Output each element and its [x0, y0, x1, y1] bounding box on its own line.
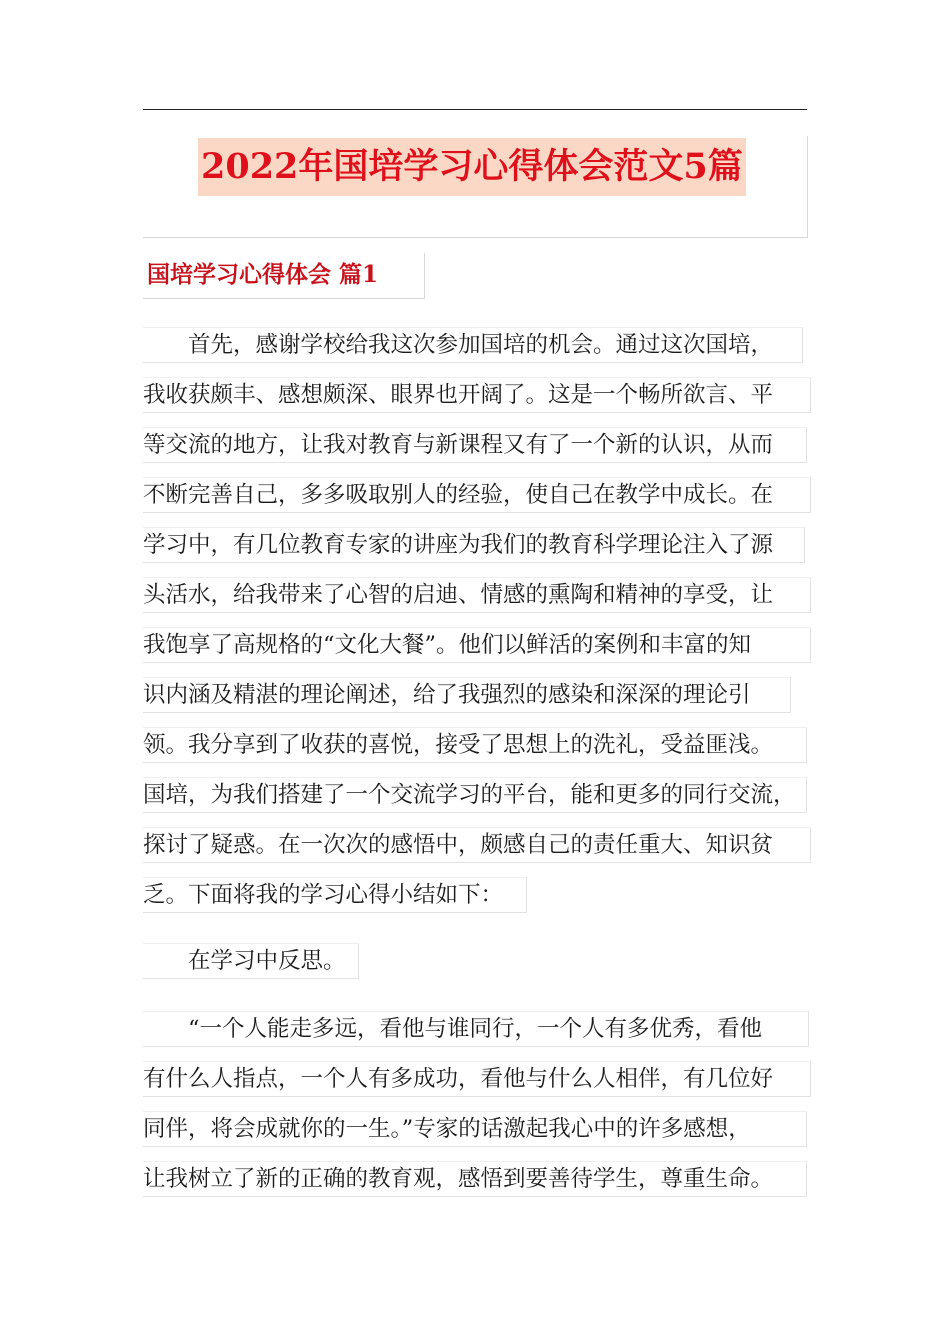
body-line: “一个人能走多远，看他与谁同行，一个人有多优秀，看他	[143, 1011, 809, 1047]
body-line: 领。我分享到了收获的喜悦，接受了思想上的洗礼，受益匪浅。	[143, 727, 807, 763]
body-line: 让我树立了新的正确的教育观，感悟到要善待学生，尊重生命。	[143, 1161, 807, 1197]
body-line: 识内涵及精湛的理论阐述，给了我强烈的感染和深深的理论引	[143, 677, 791, 713]
section-heading: 国培学习心得体会 篇1	[143, 253, 425, 299]
body-line: 我收获颇丰、感想颇深、眼界也开阔了。这是一个畅所欲言、平	[143, 377, 811, 413]
body-line: 乏。下面将我的学习心得小结如下：	[143, 877, 527, 913]
body-line: 首先，感谢学校给我这次参加国培的机会。通过这次国培，	[143, 327, 803, 363]
body-line: 探讨了疑惑。在一次次的感悟中，颇感自己的责任重大、知识贫	[143, 827, 811, 863]
body-line: 我饱享了高规格的“文化大餐”。他们以鲜活的案例和丰富的知	[143, 627, 811, 663]
body-line: 不断完善自己，多多吸取别人的经验，使自己在教学中成长。在	[143, 477, 811, 513]
body-line: 同伴，将会成就你的一生。”专家的话激起我心中的许多感想，	[143, 1111, 807, 1147]
header-rule	[143, 109, 807, 110]
body-line: 有什么人指点，一个人有多成功，看他与什么人相伴，有几位好	[143, 1061, 811, 1097]
body-line: 头活水，给我带来了心智的启迪、情感的熏陶和精神的享受，让	[143, 577, 811, 613]
body-line: 等交流的地方，让我对教育与新课程又有了一个新的认识，从而	[143, 427, 807, 463]
body-line: 在学习中反思。	[143, 943, 359, 979]
body-line: 学习中，有几位教育专家的讲座为我们的教育科学理论注入了源	[143, 527, 805, 563]
document-title: 2022年国培学习心得体会范文5篇	[198, 138, 746, 196]
body-line: 国培，为我们搭建了一个交流学习的平台，能和更多的同行交流，	[143, 777, 807, 813]
